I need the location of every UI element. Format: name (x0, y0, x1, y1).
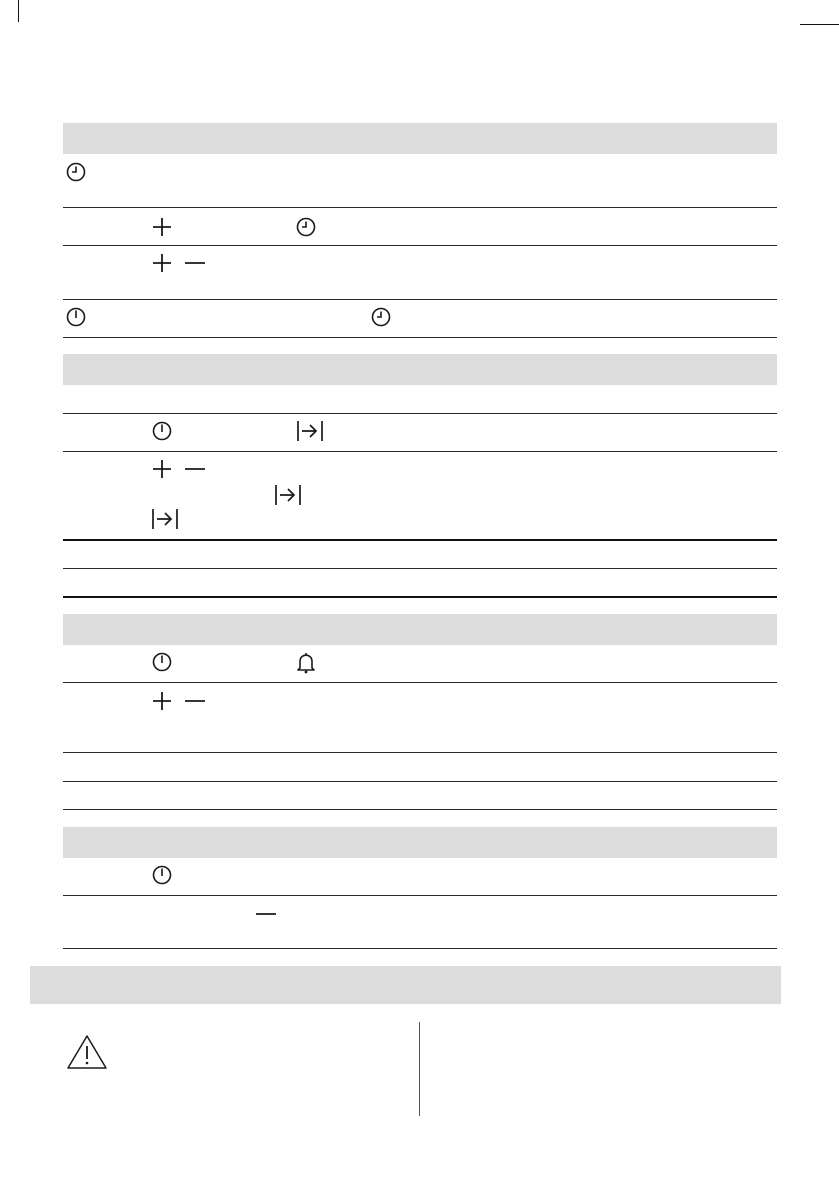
plus-icon (152, 691, 172, 711)
row-divider (63, 568, 777, 569)
timer-icon (152, 421, 172, 441)
minus-icon (184, 691, 206, 711)
section-2-header-band (63, 354, 777, 385)
plus-icon (152, 217, 172, 237)
row-divider (63, 809, 777, 810)
clock-icon (66, 162, 86, 182)
column-divider (419, 1022, 420, 1116)
step-forward-icon (151, 508, 179, 530)
row-divider (63, 682, 777, 683)
row-divider (63, 895, 777, 896)
table-rule (63, 539, 777, 541)
bell-icon (296, 652, 316, 674)
plus-icon (152, 459, 172, 479)
minus-icon (184, 459, 206, 479)
row-divider (63, 245, 777, 246)
step-forward-icon (296, 420, 324, 442)
timer-icon (66, 307, 86, 327)
row-divider (63, 413, 777, 414)
timer-icon (152, 652, 172, 672)
section-4-header-band (63, 827, 777, 858)
section-1-header-band (63, 123, 777, 154)
chapter-heading-band (30, 966, 781, 1004)
section-3-header-band (63, 614, 777, 645)
step-forward-icon (274, 484, 302, 506)
row-divider (63, 752, 777, 753)
row-divider (63, 948, 777, 949)
row-divider (63, 781, 777, 782)
minus-icon (184, 253, 206, 273)
minus-icon (255, 904, 277, 924)
clock-icon (371, 307, 391, 327)
row-divider (63, 299, 777, 300)
crop-mark-right (800, 24, 839, 25)
table-rule (63, 596, 777, 598)
crop-mark-left (18, 0, 19, 22)
clock-icon (296, 217, 316, 237)
plus-icon (152, 253, 172, 273)
row-divider (63, 451, 777, 452)
row-divider (63, 207, 777, 208)
warning-icon (66, 1034, 108, 1070)
row-divider (63, 337, 777, 338)
timer-icon (152, 865, 172, 885)
